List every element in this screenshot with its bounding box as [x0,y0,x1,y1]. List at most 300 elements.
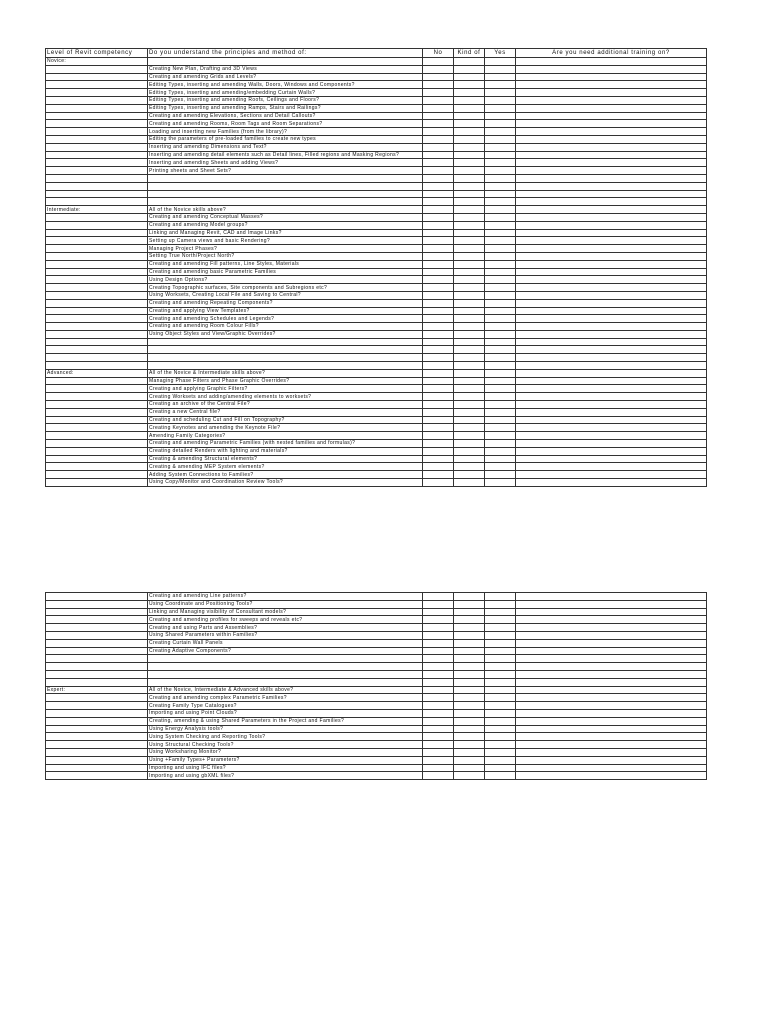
no-checkbox-cell[interactable] [423,593,454,601]
training-cell[interactable] [516,440,707,448]
no-checkbox-cell[interactable] [423,702,454,710]
no-checkbox-cell[interactable] [423,772,454,780]
no-checkbox-cell[interactable] [423,616,454,624]
training-cell[interactable] [516,299,707,307]
yes-checkbox-cell[interactable] [485,206,516,214]
yes-checkbox-cell[interactable] [485,346,516,354]
kind-of-checkbox-cell[interactable] [454,616,485,624]
no-checkbox-cell[interactable] [423,276,454,284]
yes-checkbox-cell[interactable] [485,432,516,440]
training-cell[interactable] [516,315,707,323]
no-checkbox-cell[interactable] [423,81,454,89]
no-checkbox-cell[interactable] [423,198,454,206]
kind-of-checkbox-cell[interactable] [454,307,485,315]
no-checkbox-cell[interactable] [423,756,454,764]
no-checkbox-cell[interactable] [423,323,454,331]
no-checkbox-cell[interactable] [423,307,454,315]
kind-of-checkbox-cell[interactable] [454,284,485,292]
no-checkbox-cell[interactable] [423,120,454,128]
no-checkbox-cell[interactable] [423,631,454,639]
training-cell[interactable] [516,284,707,292]
yes-checkbox-cell[interactable] [485,385,516,393]
training-cell[interactable] [516,330,707,338]
yes-checkbox-cell[interactable] [485,463,516,471]
training-cell[interactable] [516,252,707,260]
no-checkbox-cell[interactable] [423,268,454,276]
training-cell[interactable] [516,471,707,479]
training-cell[interactable] [516,362,707,370]
kind-of-checkbox-cell[interactable] [454,733,485,741]
training-cell[interactable] [516,377,707,385]
no-checkbox-cell[interactable] [423,748,454,756]
training-cell[interactable] [516,190,707,198]
training-cell[interactable] [516,385,707,393]
kind-of-checkbox-cell[interactable] [454,104,485,112]
no-checkbox-cell[interactable] [423,190,454,198]
yes-checkbox-cell[interactable] [485,655,516,663]
training-cell[interactable] [516,702,707,710]
training-cell[interactable] [516,346,707,354]
kind-of-checkbox-cell[interactable] [454,655,485,663]
kind-of-checkbox-cell[interactable] [454,229,485,237]
no-checkbox-cell[interactable] [423,291,454,299]
yes-checkbox-cell[interactable] [485,616,516,624]
yes-checkbox-cell[interactable] [485,245,516,253]
kind-of-checkbox-cell[interactable] [454,401,485,409]
training-cell[interactable] [516,624,707,632]
training-cell[interactable] [516,167,707,175]
no-checkbox-cell[interactable] [423,362,454,370]
training-cell[interactable] [516,401,707,409]
kind-of-checkbox-cell[interactable] [454,213,485,221]
no-checkbox-cell[interactable] [423,432,454,440]
no-checkbox-cell[interactable] [423,694,454,702]
training-cell[interactable] [516,354,707,362]
training-cell[interactable] [516,393,707,401]
training-cell[interactable] [516,655,707,663]
no-checkbox-cell[interactable] [423,338,454,346]
training-cell[interactable] [516,104,707,112]
kind-of-checkbox-cell[interactable] [454,299,485,307]
training-cell[interactable] [516,65,707,73]
training-cell[interactable] [516,424,707,432]
no-checkbox-cell[interactable] [423,717,454,725]
training-cell[interactable] [516,463,707,471]
yes-checkbox-cell[interactable] [485,307,516,315]
training-cell[interactable] [516,112,707,120]
no-checkbox-cell[interactable] [423,213,454,221]
training-cell[interactable] [516,432,707,440]
kind-of-checkbox-cell[interactable] [454,709,485,717]
training-cell[interactable] [516,338,707,346]
kind-of-checkbox-cell[interactable] [454,167,485,175]
training-cell[interactable] [516,120,707,128]
no-checkbox-cell[interactable] [423,741,454,749]
kind-of-checkbox-cell[interactable] [454,717,485,725]
no-checkbox-cell[interactable] [423,639,454,647]
kind-of-checkbox-cell[interactable] [454,463,485,471]
yes-checkbox-cell[interactable] [485,447,516,455]
no-checkbox-cell[interactable] [423,89,454,97]
yes-checkbox-cell[interactable] [485,756,516,764]
no-checkbox-cell[interactable] [423,393,454,401]
yes-checkbox-cell[interactable] [485,89,516,97]
training-cell[interactable] [516,151,707,159]
kind-of-checkbox-cell[interactable] [454,631,485,639]
training-cell[interactable] [516,245,707,253]
yes-checkbox-cell[interactable] [485,479,516,487]
yes-checkbox-cell[interactable] [485,73,516,81]
training-cell[interactable] [516,58,707,66]
yes-checkbox-cell[interactable] [485,221,516,229]
training-cell[interactable] [516,416,707,424]
kind-of-checkbox-cell[interactable] [454,58,485,66]
kind-of-checkbox-cell[interactable] [454,393,485,401]
yes-checkbox-cell[interactable] [485,424,516,432]
training-cell[interactable] [516,408,707,416]
training-cell[interactable] [516,593,707,601]
no-checkbox-cell[interactable] [423,245,454,253]
training-cell[interactable] [516,725,707,733]
no-checkbox-cell[interactable] [423,237,454,245]
yes-checkbox-cell[interactable] [485,81,516,89]
kind-of-checkbox-cell[interactable] [454,772,485,780]
no-checkbox-cell[interactable] [423,733,454,741]
yes-checkbox-cell[interactable] [485,369,516,377]
kind-of-checkbox-cell[interactable] [454,748,485,756]
kind-of-checkbox-cell[interactable] [454,96,485,104]
training-cell[interactable] [516,135,707,143]
no-checkbox-cell[interactable] [423,401,454,409]
kind-of-checkbox-cell[interactable] [454,89,485,97]
training-cell[interactable] [516,616,707,624]
no-checkbox-cell[interactable] [423,624,454,632]
kind-of-checkbox-cell[interactable] [454,143,485,151]
kind-of-checkbox-cell[interactable] [454,440,485,448]
kind-of-checkbox-cell[interactable] [454,323,485,331]
yes-checkbox-cell[interactable] [485,299,516,307]
training-cell[interactable] [516,128,707,136]
yes-checkbox-cell[interactable] [485,268,516,276]
kind-of-checkbox-cell[interactable] [454,424,485,432]
kind-of-checkbox-cell[interactable] [454,624,485,632]
yes-checkbox-cell[interactable] [485,229,516,237]
kind-of-checkbox-cell[interactable] [454,73,485,81]
yes-checkbox-cell[interactable] [485,772,516,780]
training-cell[interactable] [516,608,707,616]
yes-checkbox-cell[interactable] [485,408,516,416]
kind-of-checkbox-cell[interactable] [454,408,485,416]
no-checkbox-cell[interactable] [423,670,454,678]
no-checkbox-cell[interactable] [423,174,454,182]
yes-checkbox-cell[interactable] [485,608,516,616]
kind-of-checkbox-cell[interactable] [454,315,485,323]
training-cell[interactable] [516,143,707,151]
no-checkbox-cell[interactable] [423,416,454,424]
yes-checkbox-cell[interactable] [485,167,516,175]
kind-of-checkbox-cell[interactable] [454,65,485,73]
no-checkbox-cell[interactable] [423,764,454,772]
kind-of-checkbox-cell[interactable] [454,663,485,671]
yes-checkbox-cell[interactable] [485,725,516,733]
no-checkbox-cell[interactable] [423,135,454,143]
yes-checkbox-cell[interactable] [485,600,516,608]
yes-checkbox-cell[interactable] [485,291,516,299]
kind-of-checkbox-cell[interactable] [454,128,485,136]
no-checkbox-cell[interactable] [423,182,454,190]
kind-of-checkbox-cell[interactable] [454,159,485,167]
kind-of-checkbox-cell[interactable] [454,725,485,733]
kind-of-checkbox-cell[interactable] [454,112,485,120]
no-checkbox-cell[interactable] [423,167,454,175]
kind-of-checkbox-cell[interactable] [454,237,485,245]
no-checkbox-cell[interactable] [423,330,454,338]
kind-of-checkbox-cell[interactable] [454,416,485,424]
kind-of-checkbox-cell[interactable] [454,455,485,463]
kind-of-checkbox-cell[interactable] [454,221,485,229]
training-cell[interactable] [516,709,707,717]
yes-checkbox-cell[interactable] [485,393,516,401]
no-checkbox-cell[interactable] [423,58,454,66]
no-checkbox-cell[interactable] [423,455,454,463]
training-cell[interactable] [516,670,707,678]
kind-of-checkbox-cell[interactable] [454,600,485,608]
no-checkbox-cell[interactable] [423,159,454,167]
training-cell[interactable] [516,694,707,702]
yes-checkbox-cell[interactable] [485,663,516,671]
yes-checkbox-cell[interactable] [485,276,516,284]
yes-checkbox-cell[interactable] [485,647,516,655]
no-checkbox-cell[interactable] [423,600,454,608]
kind-of-checkbox-cell[interactable] [454,151,485,159]
yes-checkbox-cell[interactable] [485,401,516,409]
training-cell[interactable] [516,260,707,268]
yes-checkbox-cell[interactable] [485,593,516,601]
yes-checkbox-cell[interactable] [485,323,516,331]
no-checkbox-cell[interactable] [423,73,454,81]
yes-checkbox-cell[interactable] [485,198,516,206]
yes-checkbox-cell[interactable] [485,678,516,686]
kind-of-checkbox-cell[interactable] [454,338,485,346]
kind-of-checkbox-cell[interactable] [454,362,485,370]
training-cell[interactable] [516,73,707,81]
yes-checkbox-cell[interactable] [485,748,516,756]
yes-checkbox-cell[interactable] [485,96,516,104]
yes-checkbox-cell[interactable] [485,416,516,424]
kind-of-checkbox-cell[interactable] [454,276,485,284]
kind-of-checkbox-cell[interactable] [454,447,485,455]
kind-of-checkbox-cell[interactable] [454,702,485,710]
kind-of-checkbox-cell[interactable] [454,608,485,616]
no-checkbox-cell[interactable] [423,377,454,385]
no-checkbox-cell[interactable] [423,725,454,733]
yes-checkbox-cell[interactable] [485,174,516,182]
no-checkbox-cell[interactable] [423,65,454,73]
yes-checkbox-cell[interactable] [485,58,516,66]
yes-checkbox-cell[interactable] [485,260,516,268]
yes-checkbox-cell[interactable] [485,135,516,143]
training-cell[interactable] [516,639,707,647]
training-cell[interactable] [516,647,707,655]
training-cell[interactable] [516,686,707,694]
training-cell[interactable] [516,748,707,756]
no-checkbox-cell[interactable] [423,96,454,104]
yes-checkbox-cell[interactable] [485,65,516,73]
yes-checkbox-cell[interactable] [485,377,516,385]
training-cell[interactable] [516,291,707,299]
no-checkbox-cell[interactable] [423,463,454,471]
no-checkbox-cell[interactable] [423,143,454,151]
no-checkbox-cell[interactable] [423,479,454,487]
yes-checkbox-cell[interactable] [485,159,516,167]
kind-of-checkbox-cell[interactable] [454,81,485,89]
kind-of-checkbox-cell[interactable] [454,291,485,299]
no-checkbox-cell[interactable] [423,471,454,479]
kind-of-checkbox-cell[interactable] [454,764,485,772]
kind-of-checkbox-cell[interactable] [454,330,485,338]
no-checkbox-cell[interactable] [423,709,454,717]
yes-checkbox-cell[interactable] [485,112,516,120]
yes-checkbox-cell[interactable] [485,120,516,128]
kind-of-checkbox-cell[interactable] [454,593,485,601]
no-checkbox-cell[interactable] [423,151,454,159]
training-cell[interactable] [516,96,707,104]
yes-checkbox-cell[interactable] [485,182,516,190]
yes-checkbox-cell[interactable] [485,104,516,112]
training-cell[interactable] [516,237,707,245]
no-checkbox-cell[interactable] [423,369,454,377]
training-cell[interactable] [516,631,707,639]
yes-checkbox-cell[interactable] [485,440,516,448]
training-cell[interactable] [516,307,707,315]
training-cell[interactable] [516,89,707,97]
kind-of-checkbox-cell[interactable] [454,260,485,268]
training-cell[interactable] [516,206,707,214]
yes-checkbox-cell[interactable] [485,624,516,632]
training-cell[interactable] [516,229,707,237]
yes-checkbox-cell[interactable] [485,694,516,702]
kind-of-checkbox-cell[interactable] [454,670,485,678]
kind-of-checkbox-cell[interactable] [454,245,485,253]
training-cell[interactable] [516,479,707,487]
yes-checkbox-cell[interactable] [485,338,516,346]
no-checkbox-cell[interactable] [423,284,454,292]
no-checkbox-cell[interactable] [423,447,454,455]
kind-of-checkbox-cell[interactable] [454,686,485,694]
no-checkbox-cell[interactable] [423,385,454,393]
kind-of-checkbox-cell[interactable] [454,182,485,190]
kind-of-checkbox-cell[interactable] [454,471,485,479]
kind-of-checkbox-cell[interactable] [454,385,485,393]
training-cell[interactable] [516,268,707,276]
yes-checkbox-cell[interactable] [485,190,516,198]
no-checkbox-cell[interactable] [423,128,454,136]
no-checkbox-cell[interactable] [423,299,454,307]
training-cell[interactable] [516,369,707,377]
training-cell[interactable] [516,221,707,229]
kind-of-checkbox-cell[interactable] [454,678,485,686]
yes-checkbox-cell[interactable] [485,362,516,370]
kind-of-checkbox-cell[interactable] [454,120,485,128]
no-checkbox-cell[interactable] [423,221,454,229]
no-checkbox-cell[interactable] [423,315,454,323]
yes-checkbox-cell[interactable] [485,455,516,463]
no-checkbox-cell[interactable] [423,647,454,655]
yes-checkbox-cell[interactable] [485,686,516,694]
kind-of-checkbox-cell[interactable] [454,639,485,647]
yes-checkbox-cell[interactable] [485,702,516,710]
yes-checkbox-cell[interactable] [485,252,516,260]
yes-checkbox-cell[interactable] [485,315,516,323]
training-cell[interactable] [516,213,707,221]
yes-checkbox-cell[interactable] [485,151,516,159]
kind-of-checkbox-cell[interactable] [454,135,485,143]
no-checkbox-cell[interactable] [423,206,454,214]
yes-checkbox-cell[interactable] [485,237,516,245]
training-cell[interactable] [516,455,707,463]
yes-checkbox-cell[interactable] [485,213,516,221]
no-checkbox-cell[interactable] [423,112,454,120]
no-checkbox-cell[interactable] [423,686,454,694]
training-cell[interactable] [516,174,707,182]
training-cell[interactable] [516,600,707,608]
yes-checkbox-cell[interactable] [485,471,516,479]
kind-of-checkbox-cell[interactable] [454,432,485,440]
yes-checkbox-cell[interactable] [485,143,516,151]
kind-of-checkbox-cell[interactable] [454,252,485,260]
no-checkbox-cell[interactable] [423,229,454,237]
yes-checkbox-cell[interactable] [485,354,516,362]
yes-checkbox-cell[interactable] [485,639,516,647]
training-cell[interactable] [516,198,707,206]
kind-of-checkbox-cell[interactable] [454,369,485,377]
kind-of-checkbox-cell[interactable] [454,174,485,182]
no-checkbox-cell[interactable] [423,440,454,448]
no-checkbox-cell[interactable] [423,424,454,432]
kind-of-checkbox-cell[interactable] [454,647,485,655]
kind-of-checkbox-cell[interactable] [454,741,485,749]
training-cell[interactable] [516,772,707,780]
training-cell[interactable] [516,663,707,671]
training-cell[interactable] [516,756,707,764]
kind-of-checkbox-cell[interactable] [454,346,485,354]
yes-checkbox-cell[interactable] [485,128,516,136]
training-cell[interactable] [516,276,707,284]
training-cell[interactable] [516,447,707,455]
no-checkbox-cell[interactable] [423,408,454,416]
yes-checkbox-cell[interactable] [485,631,516,639]
yes-checkbox-cell[interactable] [485,717,516,725]
no-checkbox-cell[interactable] [423,104,454,112]
no-checkbox-cell[interactable] [423,252,454,260]
training-cell[interactable] [516,182,707,190]
training-cell[interactable] [516,764,707,772]
yes-checkbox-cell[interactable] [485,733,516,741]
training-cell[interactable] [516,733,707,741]
yes-checkbox-cell[interactable] [485,330,516,338]
kind-of-checkbox-cell[interactable] [454,190,485,198]
yes-checkbox-cell[interactable] [485,741,516,749]
no-checkbox-cell[interactable] [423,346,454,354]
kind-of-checkbox-cell[interactable] [454,694,485,702]
yes-checkbox-cell[interactable] [485,284,516,292]
no-checkbox-cell[interactable] [423,260,454,268]
training-cell[interactable] [516,741,707,749]
yes-checkbox-cell[interactable] [485,670,516,678]
no-checkbox-cell[interactable] [423,678,454,686]
training-cell[interactable] [516,717,707,725]
training-cell[interactable] [516,323,707,331]
